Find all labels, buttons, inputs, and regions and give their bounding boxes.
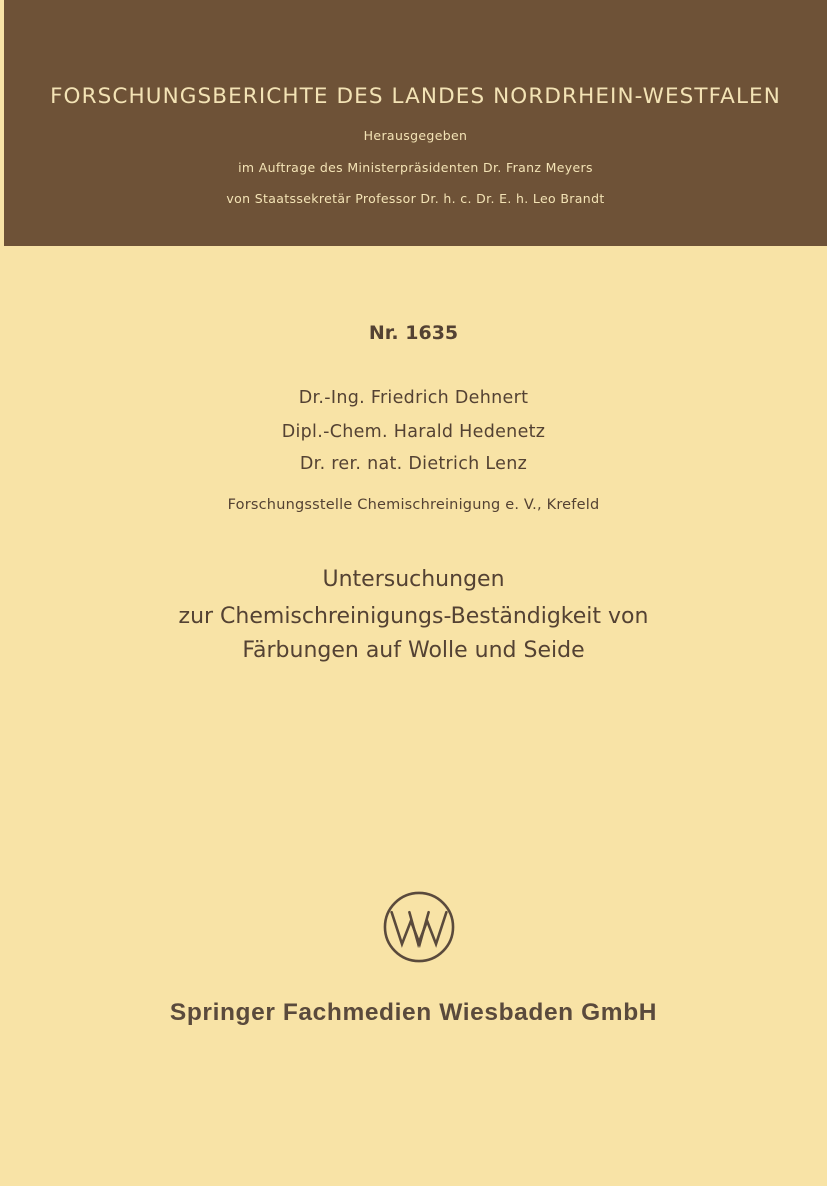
editor-line-2: im Auftrage des Ministerpräsidenten Dr. Franz Meyers	[238, 160, 593, 175]
title-line-1: Untersuchungen	[322, 567, 505, 592]
report-number: Nr. 1635	[368, 322, 459, 344]
editor-line-3: von Staatssekretär Professor Dr. h. c. Dr. E. h. Leo Brandt	[226, 191, 605, 206]
series-title: FORSCHUNGSBERICHTE DES LANDES NORDRHEIN-WESTFALEN	[50, 84, 781, 109]
header-band	[4, 0, 827, 246]
title-line-3: Färbungen auf Wolle und Seide	[242, 638, 585, 663]
author-3: Dr. rer. nat. Dietrich Lenz	[299, 454, 528, 474]
title-line-2: zur Chemischreinigungs-Beständigkeit von	[178, 604, 649, 629]
author-1: Dr.-Ing. Friedrich Dehnert	[298, 388, 529, 408]
author-2: Dipl.-Chem. Harald Hedenetz	[281, 422, 546, 442]
publisher-logo-icon	[382, 890, 456, 964]
publisher-name: Springer Fachmedien Wiesbaden GmbH	[169, 999, 658, 1026]
editor-line-1: Herausgegeben	[363, 128, 468, 143]
institution: Forschungsstelle Chemischreinigung e. V., Krefeld	[227, 497, 600, 513]
